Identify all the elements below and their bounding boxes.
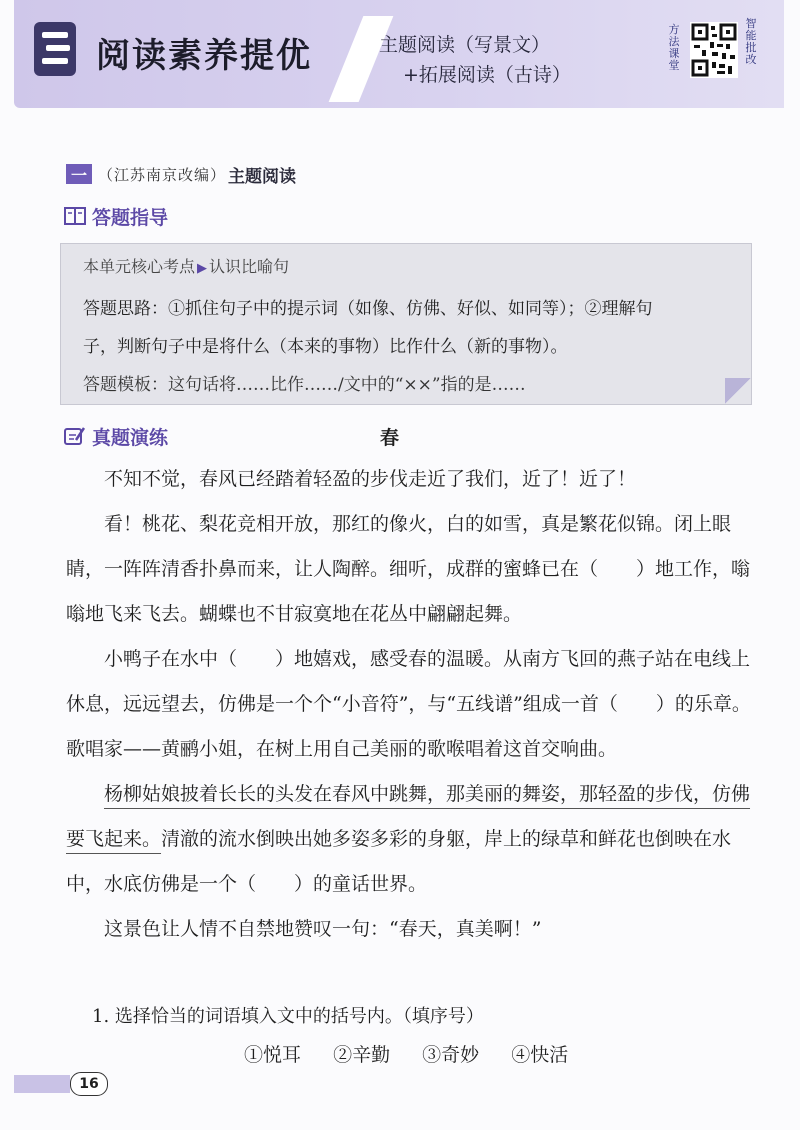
option-4: ④快活 [511, 1044, 569, 1066]
core-label: 本单元核心考点 [83, 257, 196, 276]
footer-bar [14, 1075, 70, 1093]
header-banner [14, 0, 784, 108]
option-3: ③奇妙 [422, 1044, 480, 1066]
question-1: 1. 选择恰当的词语填入文中的括号内。（填序号） [92, 1006, 484, 1027]
practice-heading-label: 真题演练 [92, 426, 169, 449]
qr-label-method: 方法课堂 [668, 23, 680, 72]
article-paragraph-2: 看！桃花、梨花竞相开放，那红的像火，白的如雪，真是繁花似锦。闭上眼睛，一阵阵清香扑鼻而来，让人陶醉。细听，成群的蜜蜂已在（ ）地工作，嗡嗡地飞来飞去。蝴蝶也不甘寂寞地在花丛中翩翩起舞。 [66, 513, 751, 625]
triangle-right-icon: ▶ [197, 261, 208, 276]
section-heading [66, 160, 296, 188]
banner-title: 阅读素养提优 [96, 36, 312, 76]
core-point-line [83, 254, 289, 277]
page-number: 16 [70, 1072, 108, 1096]
qr-code-icon[interactable] [690, 22, 738, 78]
guide-idea-line1: 答题思路：①抓住句子中的提示词（如像、仿佛、好似、如同等）；②理解句 [83, 299, 653, 319]
book-stack-icon [32, 20, 78, 78]
article-paragraph-5: 这景色让人情不自禁地赞叹一句：“春天，真美啊！” [104, 918, 542, 940]
banner-subtitle-line1: 主题阅读（写景文） [379, 34, 551, 56]
section-title: 主题阅读 [228, 166, 297, 187]
option-1: ①悦耳 [244, 1044, 302, 1066]
page-fold-corner [725, 378, 751, 404]
article-paragraph-4-rest: 清澈的流水倒映出她多姿多彩的身躯，岸上的绿草和鲜花也倒映在水中，水底仿佛是一个（ ）的童话世界。 [66, 828, 732, 895]
section-source: （江苏南京改编） [98, 165, 227, 184]
guide-heading [64, 203, 168, 229]
guide-book-icon [64, 206, 86, 226]
guide-heading-label: 答题指导 [92, 206, 169, 229]
section-number: 一 [66, 164, 92, 184]
guide-box [60, 243, 752, 405]
article-title: 春 [380, 427, 400, 449]
banner-subtitle-line2: +拓展阅读（古诗） [403, 64, 571, 86]
question-1-options [244, 1040, 594, 1067]
option-2: ②辛勤 [333, 1044, 391, 1066]
practice-pencil-icon [64, 426, 86, 446]
underlined-sentence: 杨柳姑娘披着长长的头发在春风中跳舞，那美丽的舞姿，那轻盈的步伐，仿佛要飞起来。 [66, 783, 751, 850]
practice-heading [64, 423, 168, 449]
guide-template: 答题模板：这句话将……比作……/文中的“××”指的是…… [83, 375, 526, 395]
article-paragraph-3: 小鸭子在水中（ ）地嬉戏，感受春的温暖。从南方飞回的燕子站在电线上休息，远远望去，仿佛是一个个“小音符”，与“五线谱”组成一首（ ）的乐章。歌唱家——黄鹂小姐，在树上用自己美丽的歌喉唱着这首交响曲。 [66, 648, 751, 760]
article-paragraph-1: 不知不觉，春风已经踏着轻盈的步伐走近了我们，近了！近了！ [104, 468, 637, 490]
banner-subtitle [379, 30, 571, 90]
article-body [66, 457, 756, 952]
guide-idea-line2: 子，判断句子中是将什么（本来的事物）比作什么（新的事物）。 [83, 337, 568, 357]
article-paragraph-4 [66, 772, 756, 907]
qr-label-grading: 智能批改 [745, 17, 757, 66]
core-point: 认识比喻句 [209, 257, 290, 276]
